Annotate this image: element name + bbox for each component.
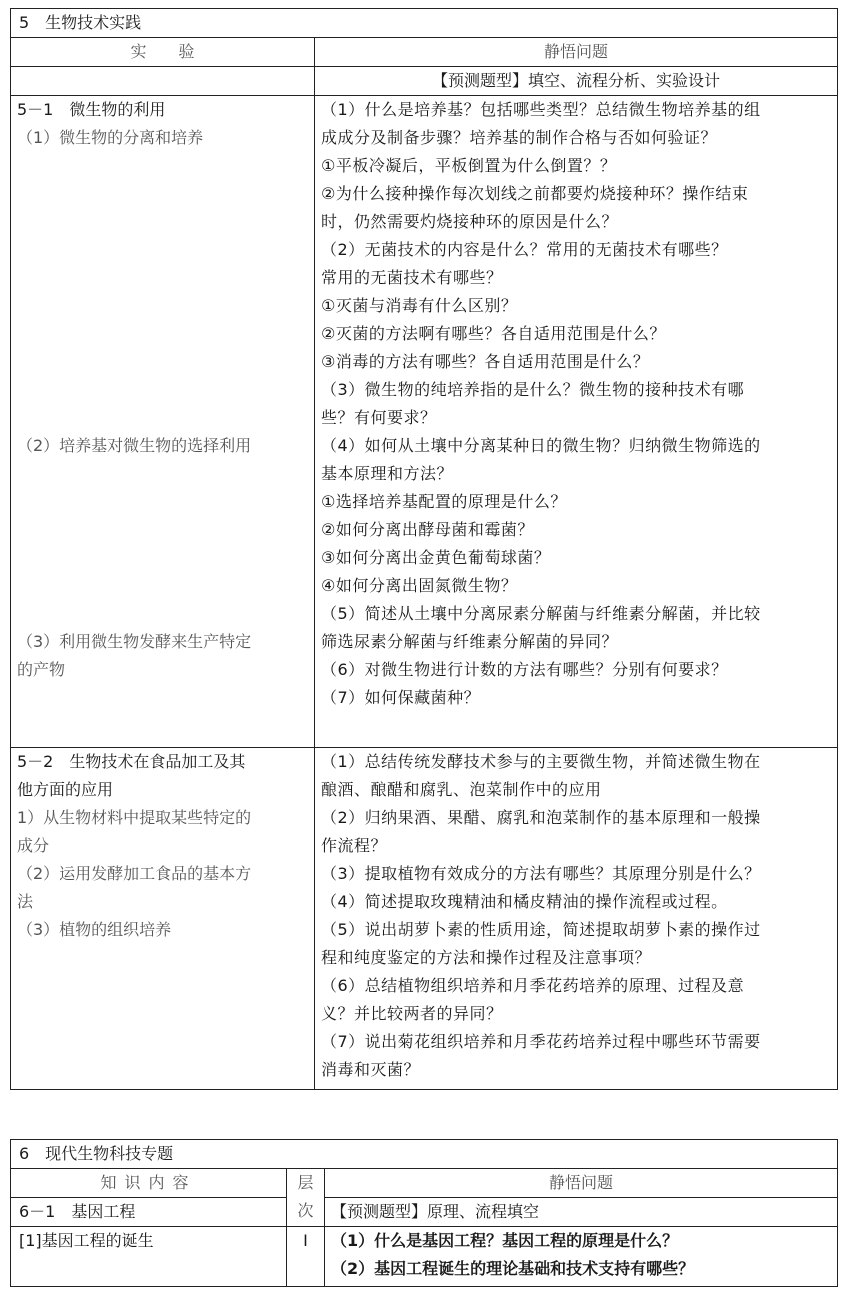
question-list [321, 748, 837, 1084]
topic-item: 成分 [17, 836, 50, 855]
section6-title: 6 现代生物科技专题 [19, 1144, 174, 1163]
topic-item [17, 572, 314, 600]
section5-row1-left [11, 96, 315, 748]
section6-subtitle-cell [11, 1198, 287, 1227]
question-item: ②如何分离出酵母菌和霉菌？ [321, 520, 534, 539]
section6-header-level [287, 1169, 325, 1227]
question-item: （1）总结传统发酵技术参与的主要微生物，并简述微生物在 [321, 752, 761, 771]
question-item: ③如何分离出金黄色葡萄球菌？ [321, 548, 551, 567]
topic-item [17, 600, 314, 628]
topic-item: [1]基因工程的诞生 [19, 1231, 154, 1250]
topic-item: （3）利用微生物发酵来生产特定 [17, 632, 252, 651]
section5-predict-empty [11, 67, 315, 96]
question-item: （2）基因工程诞生的理论基础和技术支持有哪些？ [331, 1259, 695, 1278]
topic-item [17, 376, 314, 404]
question-item: （3）微生物的纯培养指的是什么？微生物的接种技术有哪 [321, 380, 745, 399]
question-list [321, 96, 837, 712]
section6-predict-cell [325, 1198, 838, 1227]
section5-row2-right [315, 748, 838, 1090]
topic-item: （1）微生物的分离和培养 [17, 128, 204, 147]
topic-item [17, 208, 314, 236]
section5-row2-left [11, 748, 315, 1090]
question-item: 作流程？ [321, 836, 388, 855]
question-item: （4）简述提取玫瑰精油和橘皮精油的操作流程或过程。 [321, 892, 728, 911]
topic-item [17, 320, 314, 348]
question-item: 成成分及制备步骤？培养基的制作合格与否如何验证？ [321, 128, 718, 147]
question-item: ④如何分离出固氮微生物？ [321, 576, 518, 595]
topic-item: （2）运用发酵加工食品的基本方 [17, 864, 252, 883]
question-item: 程和纯度鉴定的方法和操作过程及注意事项？ [321, 948, 652, 967]
question-item: 筛选尿素分解菌与纤维素分解菌的异同？ [321, 632, 619, 651]
section6-row1-level [287, 1227, 325, 1287]
section6-row1-left [11, 1227, 287, 1287]
question-item: （6）总结植物组织培养和月季花药培养的原理、过程及意 [321, 976, 745, 995]
question-item: ①选择培养基配置的原理是什么？ [321, 492, 567, 511]
question-item: ①平板冷凝后，平板倒置为什么倒置？？ [321, 156, 617, 175]
topic-item [17, 404, 314, 432]
question-item: 义？并比较两者的异同？ [321, 1004, 503, 1023]
section6-header-left [11, 1169, 287, 1198]
section6-subtitle: 6－1 基因工程 [19, 1202, 136, 1221]
topic-item [17, 488, 314, 516]
question-item: 时，仍然需要灼烧接种环的原因是什么？ [321, 212, 619, 231]
topic-item: 法 [17, 892, 34, 911]
question-item: 消毒和灭菌？ [321, 1060, 421, 1079]
topic-item: 5－2 生物技术在食品加工及其 [17, 752, 246, 771]
question-item: ②灭菌的方法啊有哪些？各自适用范围是什么？ [321, 324, 666, 343]
column-header-level-bottom: 次 [297, 1201, 314, 1220]
column-header-experiment: 实 验 [130, 42, 195, 61]
question-item: ②为什么接种操作每次划线之前都要灼烧接种环？操作结束 [321, 184, 749, 203]
level-value: I [303, 1231, 308, 1250]
topic-item: 5－1 微生物的利用 [17, 100, 166, 119]
topic-item [17, 180, 314, 208]
question-item: 基本原理和方法？ [321, 464, 454, 483]
section6-predict-text: 【预测题型】原理、流程填空 [331, 1202, 540, 1221]
question-item: ③消毒的方法有哪些？各自适用范围是什么？ [321, 352, 650, 371]
question-item: （6）对微生物进行计数的方法有哪些？分别有何要求？ [321, 660, 728, 679]
question-item: （7）说出菊花组织培养和月季花药培养过程中哪些环节需要 [321, 1032, 761, 1051]
question-item: （3）提取植物有效成分的方法有哪些？其原理分别是什么？ [321, 864, 761, 883]
topic-item: （3）植物的组织培养 [17, 920, 172, 939]
column-header-questions: 静悟问题 [549, 1173, 614, 1192]
topic-item [17, 516, 314, 544]
topic-item [17, 264, 314, 292]
question-item: ①灭菌与消毒有什么区别？ [321, 296, 518, 315]
question-item: 些？有何要求？ [321, 408, 437, 427]
question-list [331, 1227, 837, 1283]
question-item: （2）归纳果酒、果醋、腐乳和泡菜制作的基本原理和一般操 [321, 808, 761, 827]
question-item: （5）说出胡萝卜素的性质用途，简述提取胡萝卜素的操作过 [321, 920, 761, 939]
section5-row1-right [315, 96, 838, 748]
question-item: （4）如何从土壤中分离某种日的微生物？归纳微生物筛选的 [321, 436, 761, 455]
section5-predict-text: 【预测题型】填空、流程分析、实验设计 [431, 71, 720, 90]
column-header-level-top: 层 [297, 1173, 314, 1192]
topic-item [17, 152, 314, 180]
section5-table [10, 8, 838, 1090]
topic-item [17, 292, 314, 320]
section5-title-cell [11, 9, 838, 38]
section6-table [10, 1139, 838, 1287]
question-item: （7）如何保藏菌种？ [321, 688, 481, 707]
topic-item [17, 544, 314, 572]
question-item: （1）什么是培养基？包括哪些类型？总结微生物培养基的组 [321, 100, 761, 119]
section5-title: 5 生物技术实践 [19, 13, 142, 32]
topic-item: 1）从生物材料中提取某些特定的 [17, 808, 252, 827]
section5-predict-cell [315, 67, 838, 96]
section6-header-right [325, 1169, 838, 1198]
topic-item: （2）培养基对微生物的选择利用 [17, 436, 252, 455]
section6-row1-right [325, 1227, 838, 1287]
question-item: 酿酒、酿醋和腐乳、泡菜制作中的应用 [321, 780, 602, 799]
question-item: （2）无菌技术的内容是什么？常用的无菌技术有哪些？ [321, 240, 728, 259]
topic-item [17, 460, 314, 488]
section6-title-cell [11, 1140, 838, 1169]
topic-list [17, 96, 314, 684]
topic-item: 的产物 [17, 660, 66, 679]
question-item: （5）简述从土壤中分离尿素分解菌与纤维素分解菌，并比较 [321, 604, 761, 623]
column-header-questions: 静悟问题 [543, 42, 608, 61]
question-item: （1）什么是基因工程？基因工程的原理是什么？ [331, 1231, 679, 1250]
topic-item: 他方面的应用 [17, 780, 114, 799]
topic-list [17, 748, 314, 944]
topic-item [17, 348, 314, 376]
section5-header-right [315, 38, 838, 67]
column-header-knowledge: 知识内容 [100, 1173, 197, 1192]
section5-header-left [11, 38, 315, 67]
topic-item [17, 236, 314, 264]
question-item: 常用的无菌技术有哪些？ [321, 268, 503, 287]
